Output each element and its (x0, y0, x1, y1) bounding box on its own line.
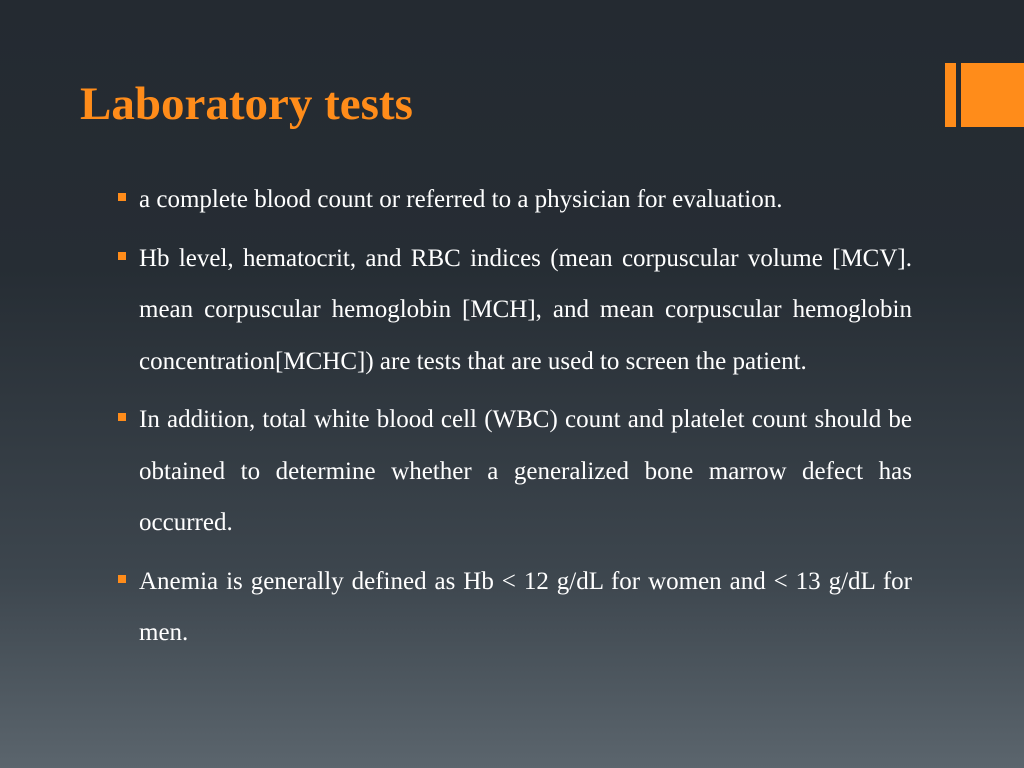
square-bullet-icon (118, 413, 126, 421)
bullet-list (118, 174, 912, 666)
square-bullet-icon (118, 252, 126, 260)
bullet-text: Hb level, hematocrit, and RBC indices (mean corpuscular volume [MCV]. mean corpuscular hemoglobin [MCH], and mean corpuscular hemoglobin concentration[MCHC]) are tests that are used to screen the patient. (139, 244, 912, 375)
bullet-item (118, 556, 912, 659)
square-bullet-icon (118, 575, 126, 583)
slide-title: Laboratory tests (80, 78, 413, 130)
bullet-text: In addition, total white blood cell (WBC) count and platelet count should be obtained to determine whether a generalized bone marrow defect has occurred. (139, 406, 912, 536)
square-bullet-icon (118, 193, 126, 201)
bullet-item (118, 233, 912, 388)
bullet-item (118, 174, 912, 226)
accent-bar (945, 63, 956, 127)
bullet-text: a complete blood count or referred to a physician for evaluation. (139, 186, 783, 213)
bullet-item (118, 394, 912, 549)
bullet-text: Anemia is generally defined as Hb < 12 g/dL for women and < 13 g/dL for men. (139, 567, 912, 646)
accent-block (961, 63, 1024, 127)
